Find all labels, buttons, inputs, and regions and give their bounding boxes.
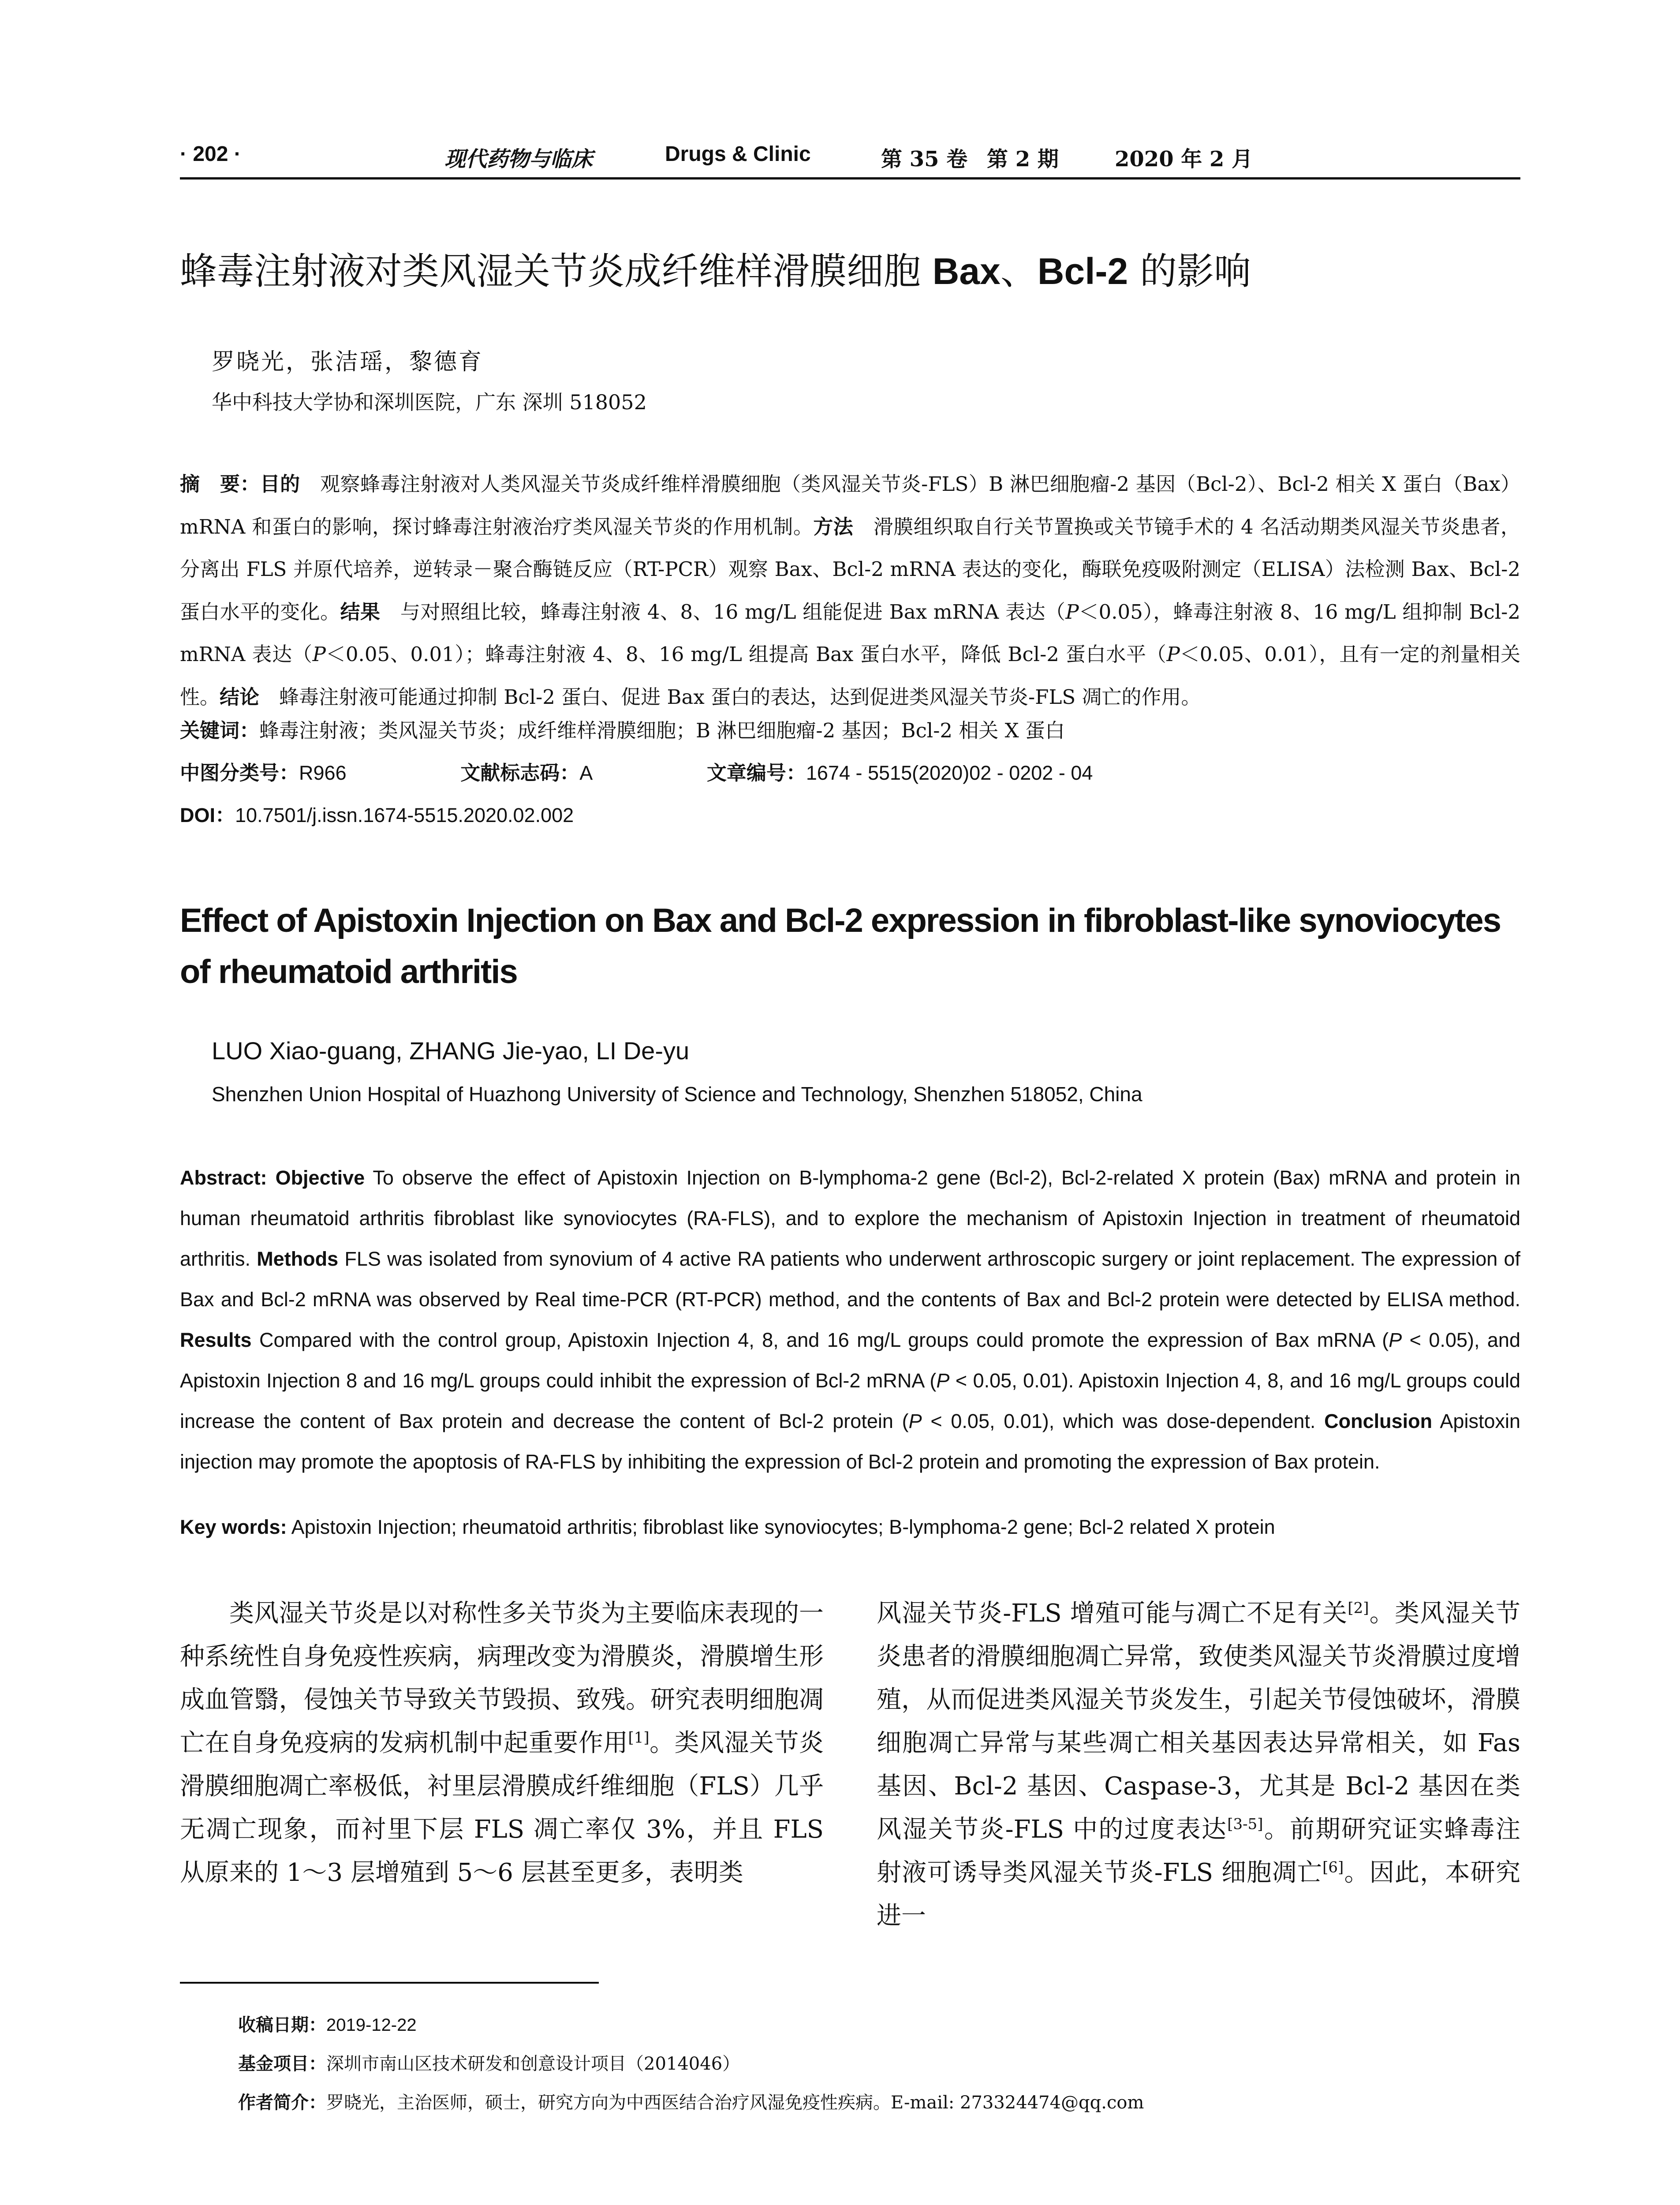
p-symbol: P: [1065, 600, 1079, 624]
body-column-left: [180, 1592, 824, 1895]
p-symbol: P: [908, 1410, 922, 1432]
en-keywords-text: Apistoxin Injection; rheumatoid arthritis; fibroblast like synoviocytes; B-lymphoma-2 gene; Bcl-2 related X protein: [287, 1516, 1275, 1538]
body-column-right: [877, 1592, 1520, 1938]
cn-results-text: ＜0.05、0.01）；蜂毒注射液 4、8、16 mg/L 组提高 Bax 蛋白水平，降低 Bcl-2 蛋白水平（: [325, 643, 1167, 666]
en-title: Effect of Apistoxin Injection on Bax and Bcl-2 expression in fibroblast-like synoviocytes of rheumatoid arthritis: [180, 902, 1501, 990]
running-header: [180, 140, 1520, 176]
cn-title: [180, 247, 1520, 295]
cn-authors: 罗晓光，张洁瑶，黎德育: [212, 349, 484, 375]
cn-abstract: [180, 463, 1520, 718]
en-results-text: < 0.05, 0.01). Apistoxin Injection 4, 8, and 16 mg/L groups could increase the content of Bax protein and decrease the content of Bcl-2 protein (: [180, 1369, 1520, 1432]
cn-conclusion-text: 蜂毒注射液可能通过抑制 Bcl-2 蛋白、促进 Bax 蛋白的表达，达到促进类风湿关节炎-FLS 凋亡的作用。: [259, 685, 1201, 709]
body-text: 。前期研究证实蜂毒注射液可诱导类风湿关节炎-FLS 细胞凋亡: [877, 1815, 1520, 1887]
cn-title-sep: 、: [1000, 250, 1038, 293]
doi-line: [180, 799, 574, 828]
volume: 第 35 卷: [881, 147, 968, 172]
cn-results-text: ＜0.05、0.01），且有一定的剂量相关性。: [180, 643, 1520, 709]
issue-date: 2020 年 2 月: [1115, 147, 1253, 172]
cn-keywords: [180, 714, 1065, 743]
fund-text: 深圳市南山区技术研发和创意设计项目（2014046）: [326, 2054, 740, 2074]
en-results-text: < 0.05), and Apistoxin Injection 8 and 16 mg/L groups could inhibit the expression of Bcl-2 mRNA (: [180, 1329, 1520, 1392]
journal-name-cn: 现代药物与临床: [444, 147, 593, 172]
doi-value: 10.7501/j.issn.1674-5515.2020.02.002: [235, 804, 574, 826]
citation-ref[interactable]: [2]: [1348, 1599, 1369, 1617]
fund-label: 基金项目：: [238, 2054, 326, 2074]
p-symbol: P: [312, 643, 326, 666]
en-conclusion-text: Apistoxin injection may promote the apoptosis of RA-FLS by inhibiting the expression of Bcl-2 protein and promoting the expression of Bax protein.: [180, 1410, 1520, 1473]
received-label: 收稿日期：: [238, 2015, 326, 2035]
article-no-value: 1674 - 5515(2020)02 - 0202 - 04: [806, 762, 1093, 784]
page-number: · 202 ·: [180, 142, 241, 166]
doc-code-label: 文献标志码：: [460, 762, 580, 784]
cn-title-bax: Bax: [932, 250, 1001, 292]
en-results-label: Results: [180, 1329, 252, 1351]
footnote-rule: [180, 1982, 599, 1984]
article-no-label: 文章编号：: [706, 762, 806, 784]
received-date: 2019-12-22: [326, 2015, 417, 2035]
cn-results-text: ＜0.05），蜂毒注射液 8、16 mg/L 组抑制 Bcl-2 mRNA 表达（: [180, 600, 1520, 666]
citation-ref[interactable]: [3-5]: [1227, 1815, 1263, 1833]
cn-methods-text: 滑膜组织取自行关节置换或关节镜手术的 4 名活动期类风湿关节炎患者，分离出 FLS 并原代培养，逆转录－聚合酶链反应（RT-PCR）观察 Bax、Bcl-2 mRNA 表达的变化，酶联免疫吸附测定（ELISA）法检测 Bax、Bcl-2 蛋白水平的变化。: [180, 515, 1520, 624]
p-symbol: P: [936, 1369, 950, 1392]
en-objective-text: To observe the effect of Apistoxin Injection on B-lymphoma-2 gene (Bcl-2), Bcl-2-related X protein (Bax) mRNA and protein in human rheumatoid arthritis fibroblast like synoviocytes (RA-FLS), and to explore the mechanism of Apistoxin Injection in treatment of rheumatoid arthritis.: [180, 1166, 1520, 1270]
doc-code-value: A: [579, 762, 593, 784]
cn-affiliation: 华中科技大学协和深圳医院，广东 深圳 518052: [212, 390, 647, 414]
author-bio-text: 罗晓光，主治医师，硕士，研究方向为中西医结合治疗风湿免疫性疾病。E-mail: 273324474@qq.com: [326, 2093, 1144, 2113]
cn-title-text: 蜂毒注射液对类风湿关节炎成纤维样滑膜细胞: [180, 250, 933, 293]
cn-classification-line: [180, 757, 1093, 785]
footnote-received: [238, 2011, 417, 2036]
en-results-text: < 0.05, 0.01), which was dose-dependent.: [922, 1410, 1325, 1432]
citation-ref[interactable]: [6]: [1322, 1858, 1344, 1876]
body-text: 风湿关节炎-FLS 增殖可能与凋亡不足有关: [877, 1599, 1348, 1628]
footnote-fund: [238, 2050, 740, 2075]
cn-keywords-label: 关键词：: [180, 719, 260, 742]
en-keywords: [180, 1516, 1520, 1539]
doi-label: DOI：: [180, 804, 235, 826]
en-affiliation: Shenzhen Union Hospital of Huazhong University of Science and Technology, Shenzhen 518052, China: [212, 1083, 1142, 1106]
en-results-text: Compared with the control group, Apistoxin Injection 4, 8, and 16 mg/L groups could promote the expression of Bax mRNA (: [251, 1329, 1389, 1351]
body-text: 类风湿关节炎是以对称性多关节炎为主要临床表现的一种系统性自身免疫性疾病，病理改变为滑膜炎，滑膜增生形成血管翳，侵蚀关节导致关节毁损、致残。研究表明细胞凋亡在自身免疫病的发病机制中起重要作用: [180, 1599, 824, 1757]
issue: 第 2 期: [987, 147, 1059, 172]
body-text: 。类风湿关节炎滑膜细胞凋亡率极低，衬里层滑膜成纤维细胞（FLS）几乎无凋亡现象，而衬里下层 FLS 凋亡率仅 3%，并且 FLS 从原来的 1～3 层增殖到 5～6 层甚至更多，表明类: [180, 1729, 824, 1887]
cn-objective-text: 观察蜂毒注射液对人类风湿关节炎成纤维样滑膜细胞（类风湿关节炎-FLS）B 淋巴细胞瘤-2 基因（Bcl-2）、Bcl-2 相关 X 蛋白（Bax）mRNA 和蛋白的影响，探讨蜂毒注射液治疗类风湿关节炎的作用机制。: [180, 472, 1520, 538]
cn-results-text: 与对照组比较，蜂毒注射液 4、8、16 mg/L 组能促进 Bax mRNA 表达（: [380, 600, 1066, 624]
en-abstract: [180, 1158, 1520, 1482]
cn-abstract-label: 摘 要：: [180, 473, 260, 495]
body-text: 。因此，本研究进一: [877, 1858, 1520, 1930]
en-methods-label: Methods: [257, 1248, 339, 1270]
en-objective-label: Objective: [275, 1166, 365, 1189]
en-conclusion-label: Conclusion: [1324, 1410, 1433, 1432]
cn-keywords-text: 蜂毒注射液；类风湿关节炎；成纤维样滑膜细胞；B 淋巴细胞瘤-2 基因；Bcl-2 相关 X 蛋白: [259, 719, 1065, 742]
cn-objective-label: 目的: [260, 473, 300, 495]
p-symbol: P: [1389, 1329, 1402, 1351]
body-text: 。类风湿关节炎患者的滑膜细胞凋亡异常，致使类风湿关节炎滑膜过度增殖，从而促进类风湿关节炎发生，引起关节侵蚀破坏，滑膜细胞凋亡异常与某些凋亡相关基因表达异常相关，如 Fas 基因、Bcl-2 基因、Caspase-3，尤其是 Bcl-2 基因在类风湿关节炎-FLS 中的过度表达: [877, 1599, 1520, 1844]
p-symbol: P: [1166, 643, 1180, 666]
cn-methods-label: 方法: [813, 515, 854, 538]
citation-ref[interactable]: [1]: [628, 1729, 650, 1747]
header-rule: [180, 177, 1520, 179]
cn-title-bcl2: Bcl-2: [1037, 250, 1128, 292]
footnote-author: [238, 2089, 1144, 2114]
clc-label: 中图分类号：: [180, 762, 299, 784]
journal-name-en: Drugs & Clinic: [665, 142, 811, 166]
en-abstract-label: Abstract:: [180, 1166, 267, 1189]
cn-conclusion-label: 结论: [220, 685, 260, 708]
en-keywords-label: Key words:: [180, 1516, 287, 1538]
clc-value: R966: [299, 762, 347, 784]
en-methods-text: FLS was isolated from synovium of 4 active RA patients who underwent arthroscopic surgery or joint replacement. The expression of Bax and Bcl-2 mRNA was observed by Real time-PCR (RT-PCR) method, and the contents of Bax and Bcl-2 protein were detected by ELISA method.: [180, 1248, 1521, 1311]
author-bio-label: 作者简介：: [238, 2093, 326, 2112]
en-authors: LUO Xiao-guang, ZHANG Jie-yao, LI De-yu: [212, 1037, 690, 1065]
cn-results-label: 结果: [340, 600, 381, 623]
cn-title-tail: 的影响: [1128, 250, 1251, 293]
